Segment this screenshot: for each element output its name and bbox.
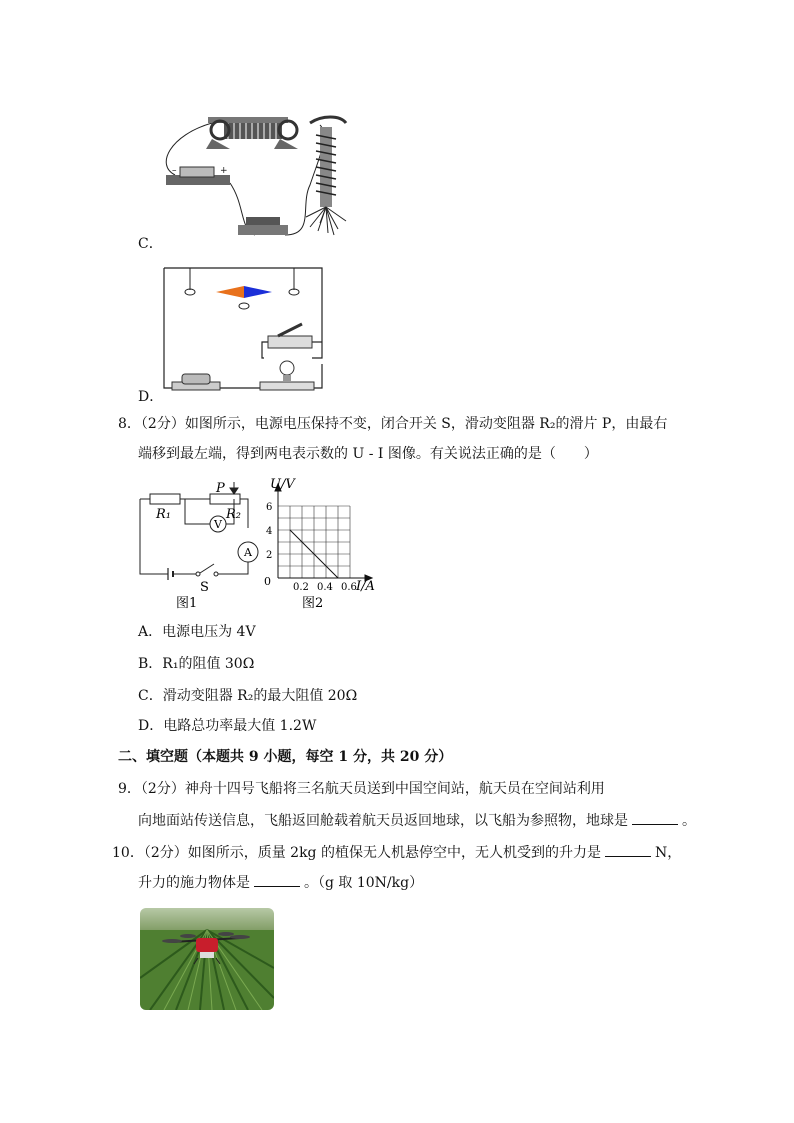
r2-label: R₂ — [226, 507, 241, 522]
voltmeter-label: V — [214, 518, 222, 531]
x-tick-label: 0.2 — [293, 582, 309, 593]
q9-answer-blank[interactable] — [632, 810, 678, 825]
figure-d-compass-circuit — [150, 262, 335, 400]
q10-answer-blank-1[interactable] — [605, 842, 651, 857]
q8-stem-line1: 8．（2分）如图所示，电源电压保持不变，闭合开关 S，滑动变阻器 R₂的滑片 P，由最右 — [118, 416, 668, 432]
y-tick-label: 2 — [266, 550, 273, 561]
q10-line2-text: 升力的施力物体是 — [138, 875, 250, 891]
q9-line2 — [138, 810, 696, 831]
figure-d-label: D． — [138, 389, 164, 405]
resistor-r1 — [150, 494, 180, 504]
q8-option-a: A．电源电压为 4V — [138, 624, 256, 640]
x-axis-label: I/A — [356, 579, 375, 594]
resistor-r2 — [210, 494, 240, 504]
q10-line1-text: 10．（2分）如图所示，质量 2kg 的植保无人机悬停空中，无人机受到的升力是 — [112, 845, 601, 861]
drone-photo — [140, 908, 274, 1010]
ammeter-label: A — [244, 546, 252, 559]
q8-option-d: D．电路总功率最大值 1.2W — [138, 718, 317, 734]
q9-line1: 9．（2分）神舟十四号飞船将三名航天员送到中国空间站，航天员在空间站利用 — [118, 781, 605, 797]
x-tick-label: 0.4 — [317, 582, 333, 593]
q10-answer-blank-2[interactable] — [254, 872, 300, 887]
q9-line2-end: 。 — [682, 813, 696, 829]
svg-text:+: + — [220, 166, 228, 176]
figure2-caption: 图2 — [302, 596, 324, 611]
x-tick-label: 0.6 — [341, 582, 357, 593]
q8-option-c: C．滑动变阻器 R₂的最大阻值 20Ω — [138, 688, 358, 704]
switch-s-label: S — [200, 580, 209, 595]
r1-label: R₁ — [156, 507, 171, 522]
y-tick-label: 6 — [266, 502, 273, 513]
q9-line2-text: 向地面站传送信息，飞船返回舱载着航天员返回地球，以飞船为参照物，地球是 — [138, 813, 628, 829]
y-tick-label: 4 — [266, 526, 273, 537]
compass-needle-orange — [216, 286, 244, 298]
figure1-caption: 图1 — [176, 596, 198, 611]
chart-origin-label: 0 — [264, 575, 271, 588]
q10-line2 — [138, 872, 423, 893]
q10-line2-end: 。（g 取 10N/kg） — [304, 875, 424, 891]
figure-c-electromagnet — [150, 105, 370, 255]
q8-stem-line2: 端移到最左端，得到两电表示数的 U - I 图像。有关说法正确的是（ ） — [138, 446, 598, 462]
q8-option-b: B．R₁的阻值 30Ω — [138, 656, 255, 672]
q10-line1 — [112, 842, 681, 863]
figure-c-label: C． — [138, 236, 163, 252]
q8-figure2-ui-graph — [258, 474, 390, 614]
compass-needle-blue — [244, 286, 272, 298]
section2-title: 二、填空题（本题共 9 小题，每空 1 分，共 20 分） — [118, 749, 453, 765]
q8-figure1-circuit — [130, 474, 273, 614]
slider-p-label: P — [216, 481, 225, 496]
y-axis-label: U/V — [270, 477, 295, 492]
q10-line1-end: N， — [654, 845, 682, 861]
svg-text:–: – — [172, 166, 177, 176]
